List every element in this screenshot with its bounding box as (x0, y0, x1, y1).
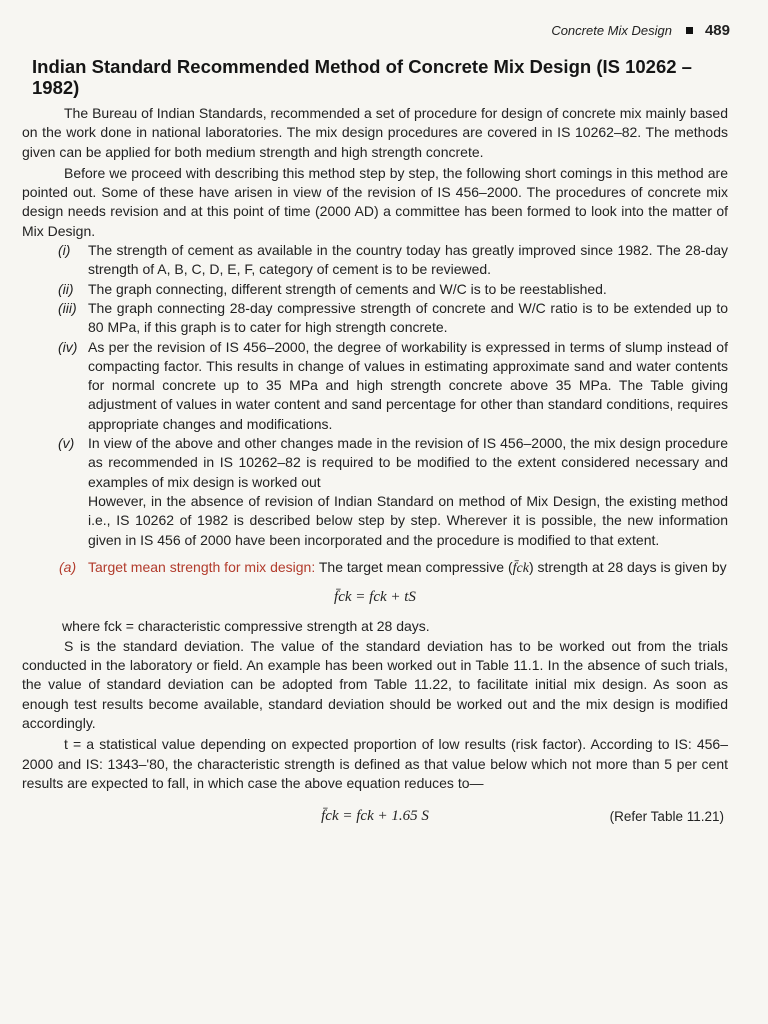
list-item (22, 241, 728, 280)
equation-characteristic-strength (22, 807, 728, 826)
list-marker: (ii) (58, 280, 74, 297)
section-text-before: The target mean compressive ( (315, 558, 513, 575)
target-mean-strength-section (22, 558, 728, 578)
list-item (22, 434, 728, 492)
list-item-text: The graph connecting 28-day compressive strength of concrete and W/C ratio is to be extended up to 80 MPa, if this graph is to cater for high strength concrete. (88, 299, 728, 336)
list-marker: (v) (58, 435, 75, 452)
list-item-text: In view of the above and other changes made in the revision of IS 456–2000, the mix design procedure as recommended in IS 10262–82 is required to be modified to the extent considered necessary and examples of mix design is worked out (88, 435, 728, 490)
section-title: Indian Standard Recommended Method of Concrete Mix Design (IS 10262 – 1982) (32, 56, 692, 98)
list-item (22, 338, 728, 434)
where-definition: where fck = characteristic compressive strength at 28 days. (62, 618, 430, 635)
however-paragraph: However, in the absence of revision of Indian Standard on method of Mix Design, the existing method i.e., IS 10262 of 1982 is described below step by step. Wherever it is possible, the new information given in IS 456 of 2000 have been incorporated and the procedure is modified to that extent. (88, 492, 728, 548)
list-marker: (iv) (58, 338, 78, 355)
equation-target-strength: f̄ck = fck + tS (334, 589, 416, 606)
list-item (22, 280, 728, 299)
intro-paragraph: The Bureau of Indian Standards, recommended a set of procedure for design of concrete mix mainly based on the work done in national laboratories. The mix design procedures are covered in IS 10262–82. The methods given can be applied for both medium strength and high strength concrete. (22, 105, 728, 160)
body-text (22, 104, 728, 826)
list-marker: (iii) (58, 299, 77, 316)
square-bullet-icon (686, 27, 693, 34)
section-text-after: ) strength at 28 days is given by (528, 558, 727, 575)
equation-text: f̄ck = fck + 1.65 S (321, 808, 429, 825)
list-item-text: The strength of cement as available in the country today has greatly improved since 1982. The 28-day strength of A, B, C, D, E, F, category of cement is to be reviewed. (88, 242, 728, 278)
shortcomings-list (22, 241, 728, 492)
list-marker: (i) (58, 242, 71, 259)
list-item (22, 299, 728, 338)
running-header (551, 22, 730, 39)
list-item-text: The graph connecting, different strength of cements and W/C is to be reestablished. (88, 280, 607, 297)
section-heading: Target mean strength for mix design: (88, 558, 316, 575)
standard-deviation-paragraph: S is the standard deviation. The value of the standard deviation has to be worked out from the trials conducted in the laboratory or field. An example has been worked out in Table 11.1. In the absence of such trials, the value of standard deviation can be adopted from Table 11.22, to facilitate initial mix design. As soon as enough test results become available, standard deviation should be worked out and the mix design is modified accordingly. (22, 637, 728, 731)
section-marker: (a) (59, 558, 77, 575)
page-number: 489 (704, 22, 730, 39)
section-symbol: f̄ck (512, 560, 529, 576)
running-title: Concrete Mix Design (551, 23, 672, 38)
shortcomings-paragraph: Before we proceed with describing this method step by step, the following short comings in this method are pointed out. Some of these have arisen in view of the revision of IS 456–2000. The procedures of concrete mix design needs revision and at this point of time (2000 AD) a committee has been formed to look into the matter of Mix Design. (22, 164, 728, 239)
statistical-value-paragraph: t = a statistical value depending on expected proportion of low results (risk factor). According to IS: 456–2000 and IS: 1343–'80, the characteristic strength is defined as that value below which not more than 5 per cent results are expected to fall, in which case the above equation reduces to— (22, 736, 728, 791)
list-item-text: As per the revision of IS 456–2000, the degree of workability is expressed in terms of slump instead of compacting factor. This results in change of values in estimating approximate sand and water contents for normal concrete up to 35 MPa and high strength concrete above 35 MPa. The Table giving adjustment of values in water content and sand percentage for other than standard conditions, requires appropriate changes and modifications. (88, 338, 728, 432)
table-reference: (Refer Table 11.21) (609, 809, 724, 825)
